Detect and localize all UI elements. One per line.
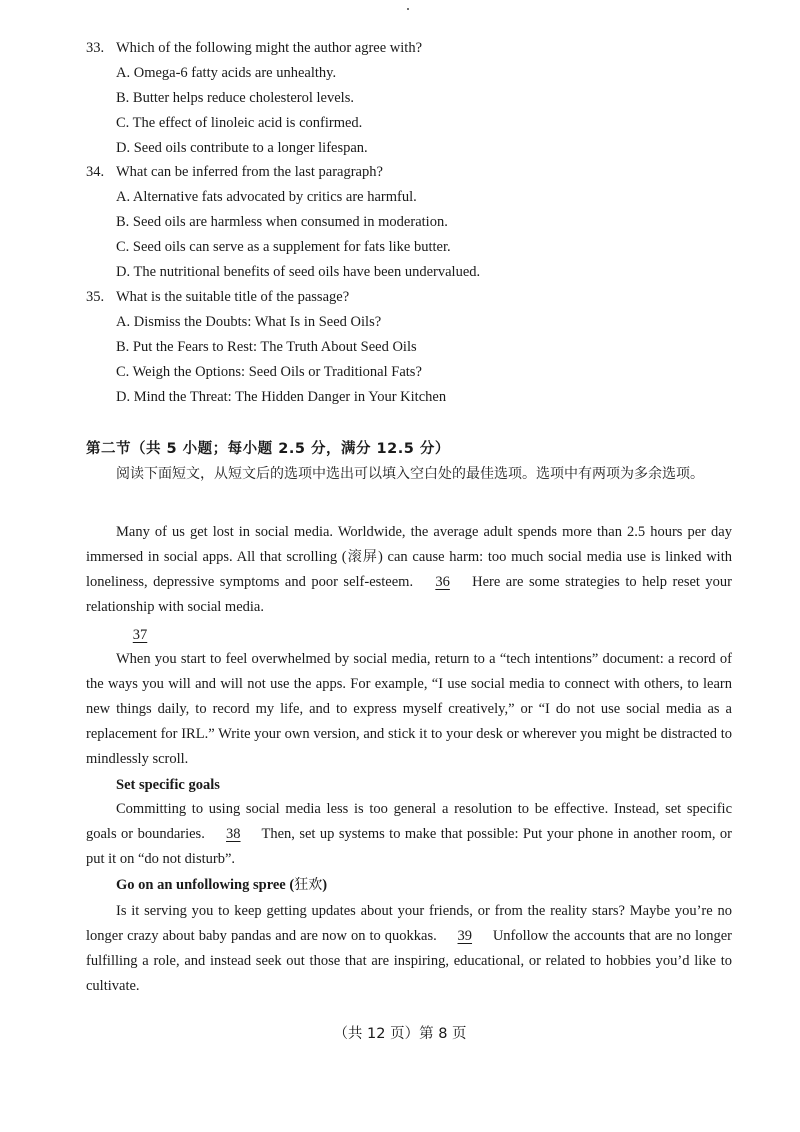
- blank-36: 36: [435, 574, 450, 590]
- text-segment: Committing to using social media less is too general a resolution to be effective. Instead, set specific goals or boundaries.: [86, 801, 732, 842]
- text-segment: Is it serving you to keep getting updates about your friends, or from the reality stars? Maybe you’re no longer crazy about baby pandas and are now on to quokkas.: [86, 903, 732, 944]
- question-stem: Which of the following might the author agree with?: [116, 40, 423, 56]
- heading-unfollowing-spree: [116, 875, 327, 895]
- question-stem: What can be inferred from the last paragraph?: [116, 164, 383, 180]
- text-segment: Many of us get lost in social media. Worldwide, the average adult spends more than 2.5 hours per day immersed in social apps. All that scrolling (: [86, 524, 732, 565]
- scan-dot: [407, 8, 409, 10]
- text-segment: ) can cause harm: too much social media use is linked with loneliness, depressive symptoms and poor self-esteem.: [86, 549, 732, 590]
- option-34-d: D. The nutritional benefits of seed oils have been undervalued.: [116, 264, 481, 280]
- section-instructions: 阅读下面短文，从短文后的选项中选出可以填入空白处的最佳选项。选项中有两项为多余选项。: [116, 466, 704, 482]
- option-35-c: C. Weigh the Options: Seed Oils or Traditional Fats?: [116, 364, 422, 380]
- heading-text: Go on an unfollowing spree (: [116, 877, 295, 893]
- text-segment: Unfollow the accounts that are no longer fulfilling a role, and instead seek out those that are inspiring, educational, or related to hobbies you’d like to cultivate.: [86, 928, 733, 994]
- chinese-gloss: 滚屏: [346, 549, 378, 565]
- page-footer: （共 12 页）第 8 页: [333, 1026, 467, 1042]
- passage-paragraph-1: [86, 520, 732, 620]
- question-number: 33.: [86, 40, 105, 56]
- question-stem: What is the suitable title of the passage?: [116, 289, 350, 305]
- option-34-c: C. Seed oils can serve as a supplement for fats like butter.: [116, 239, 451, 255]
- chinese-gloss: 狂欢: [294, 877, 323, 893]
- passage-paragraph-3: [86, 797, 732, 872]
- option-33-b: B. Butter helps reduce cholesterol levels.: [116, 90, 354, 106]
- question-34: [86, 162, 383, 182]
- blank-37-heading: [116, 625, 164, 645]
- blank-39: 39: [457, 928, 473, 944]
- option-34-b: B. Seed oils are harmless when consumed in moderation.: [116, 214, 448, 230]
- blank-38: 38: [226, 826, 241, 842]
- option-34-a: A. Alternative fats advocated by critics are harmful.: [116, 189, 417, 205]
- blank-37: 37: [132, 627, 148, 643]
- option-35-a: A. Dismiss the Doubts: What Is in Seed Oils?: [116, 314, 382, 330]
- option-35-b: B. Put the Fears to Rest: The Truth About Seed Oils: [116, 339, 417, 355]
- heading-set-specific-goals: Set specific goals: [116, 777, 220, 793]
- question-33: [86, 38, 422, 58]
- option-35-d: D. Mind the Threat: The Hidden Danger in Your Kitchen: [116, 389, 447, 405]
- heading-text-end: ): [322, 877, 328, 893]
- option-33-a: A. Omega-6 fatty acids are unhealthy.: [116, 65, 337, 81]
- text-segment: Here are some strategies to help reset your relationship with social media.: [86, 574, 732, 615]
- text-segment: Then, set up systems to make that possible: Put your phone in another room, or put it on “do not disturb”.: [86, 826, 733, 867]
- option-33-d: D. Seed oils contribute to a longer lifespan.: [116, 140, 368, 156]
- question-35: [86, 287, 349, 307]
- question-number: 34.: [86, 164, 105, 180]
- question-number: 35.: [86, 289, 105, 305]
- option-33-c: C. The effect of linoleic acid is confirmed.: [116, 115, 363, 131]
- passage-paragraph-4: [86, 899, 732, 999]
- passage-paragraph-2: When you start to feel overwhelmed by social media, return to a “tech intentions” document: a record of the ways you will and will not use the apps. For example, “I use social media to connect with others, to learn new things daily, to record my life, and to express myself creatively,” or “I do not use social media as a replacement for IRL.” Write your own version, and stick it to your desk or wherever you might be distracted to mindlessly scroll.: [86, 651, 732, 767]
- section-title: 第二节（共 5 小题；每小题 2.5 分，满分 12.5 分）: [86, 441, 450, 457]
